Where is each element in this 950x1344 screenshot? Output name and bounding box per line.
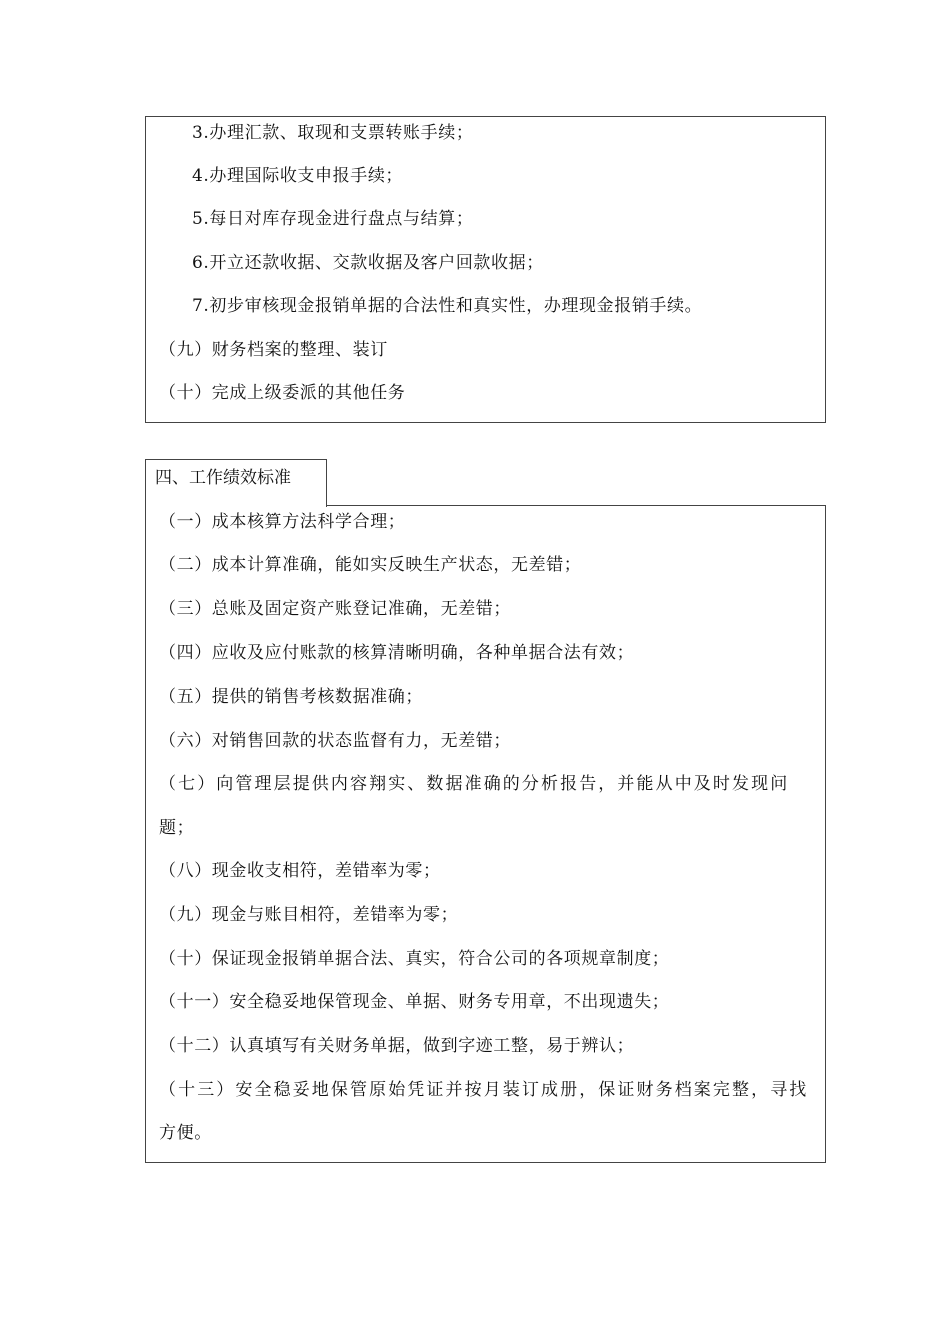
standard-line-7: （七）向管理层提供内容翔实、数据准确的分析报告，并能从中及时发现问 [159,774,790,794]
standard-line-8: （八）现金收支相符，差错率为零； [159,861,441,881]
duty-item-6: 6.开立还款收据、交款收据及客户回款收据； [192,253,544,273]
standard-line-5: （五）提供的销售考核数据准确； [159,687,423,707]
standard-line-12: （十二）认真填写有关财务单据，做到字迹工整，易于辨认； [159,1036,635,1056]
standard-line-11: （十一）安全稳妥地保管现金、单据、财务专用章，不出现遗失； [159,992,670,1012]
section-heading: 四、工作绩效标准 [155,468,291,488]
duty-item-5: 5.每日对库存现金进行盘点与结算； [192,209,474,229]
standard-line-1: （一）成本核算方法科学合理； [159,512,406,532]
section-heading-tab [145,459,327,507]
standard-line-7-cont: 题； [159,818,195,838]
standard-line-9: （九）现金与账目相符，差错率为零； [159,905,459,925]
standard-line-10: （十）保证现金报销单据合法、真实，符合公司的各项规章制度； [159,949,670,969]
duty-section-9: （九）财务档案的整理、装订 [159,340,388,360]
duty-item-7: 7.初步审核现金报销单据的合法性和真实性，办理现金报销手续。 [192,296,703,316]
duty-section-10: （十）完成上级委派的其他任务 [159,383,406,403]
duty-item-4: 4.办理国际收支申报手续； [192,166,404,186]
duty-item-3: 3.办理汇款、取现和支票转账手续； [192,123,474,143]
performance-standards-box [145,505,826,1163]
standard-line-13-cont: 方便。 [159,1123,212,1143]
standard-line-13: （十三）安全稳妥地保管原始凭证并按月装订成册，保证财务档案完整，寻找 [159,1080,809,1100]
standard-line-6: （六）对销售回款的状态监督有力，无差错； [159,731,511,751]
standard-line-2: （二）成本计算准确，能如实反映生产状态，无差错； [159,555,582,575]
standard-line-3: （三）总账及固定资产账登记准确，无差错； [159,599,511,619]
duties-continued-box [145,116,826,423]
standard-line-4: （四）应收及应付账款的核算清晰明确，各种单据合法有效； [159,643,635,663]
